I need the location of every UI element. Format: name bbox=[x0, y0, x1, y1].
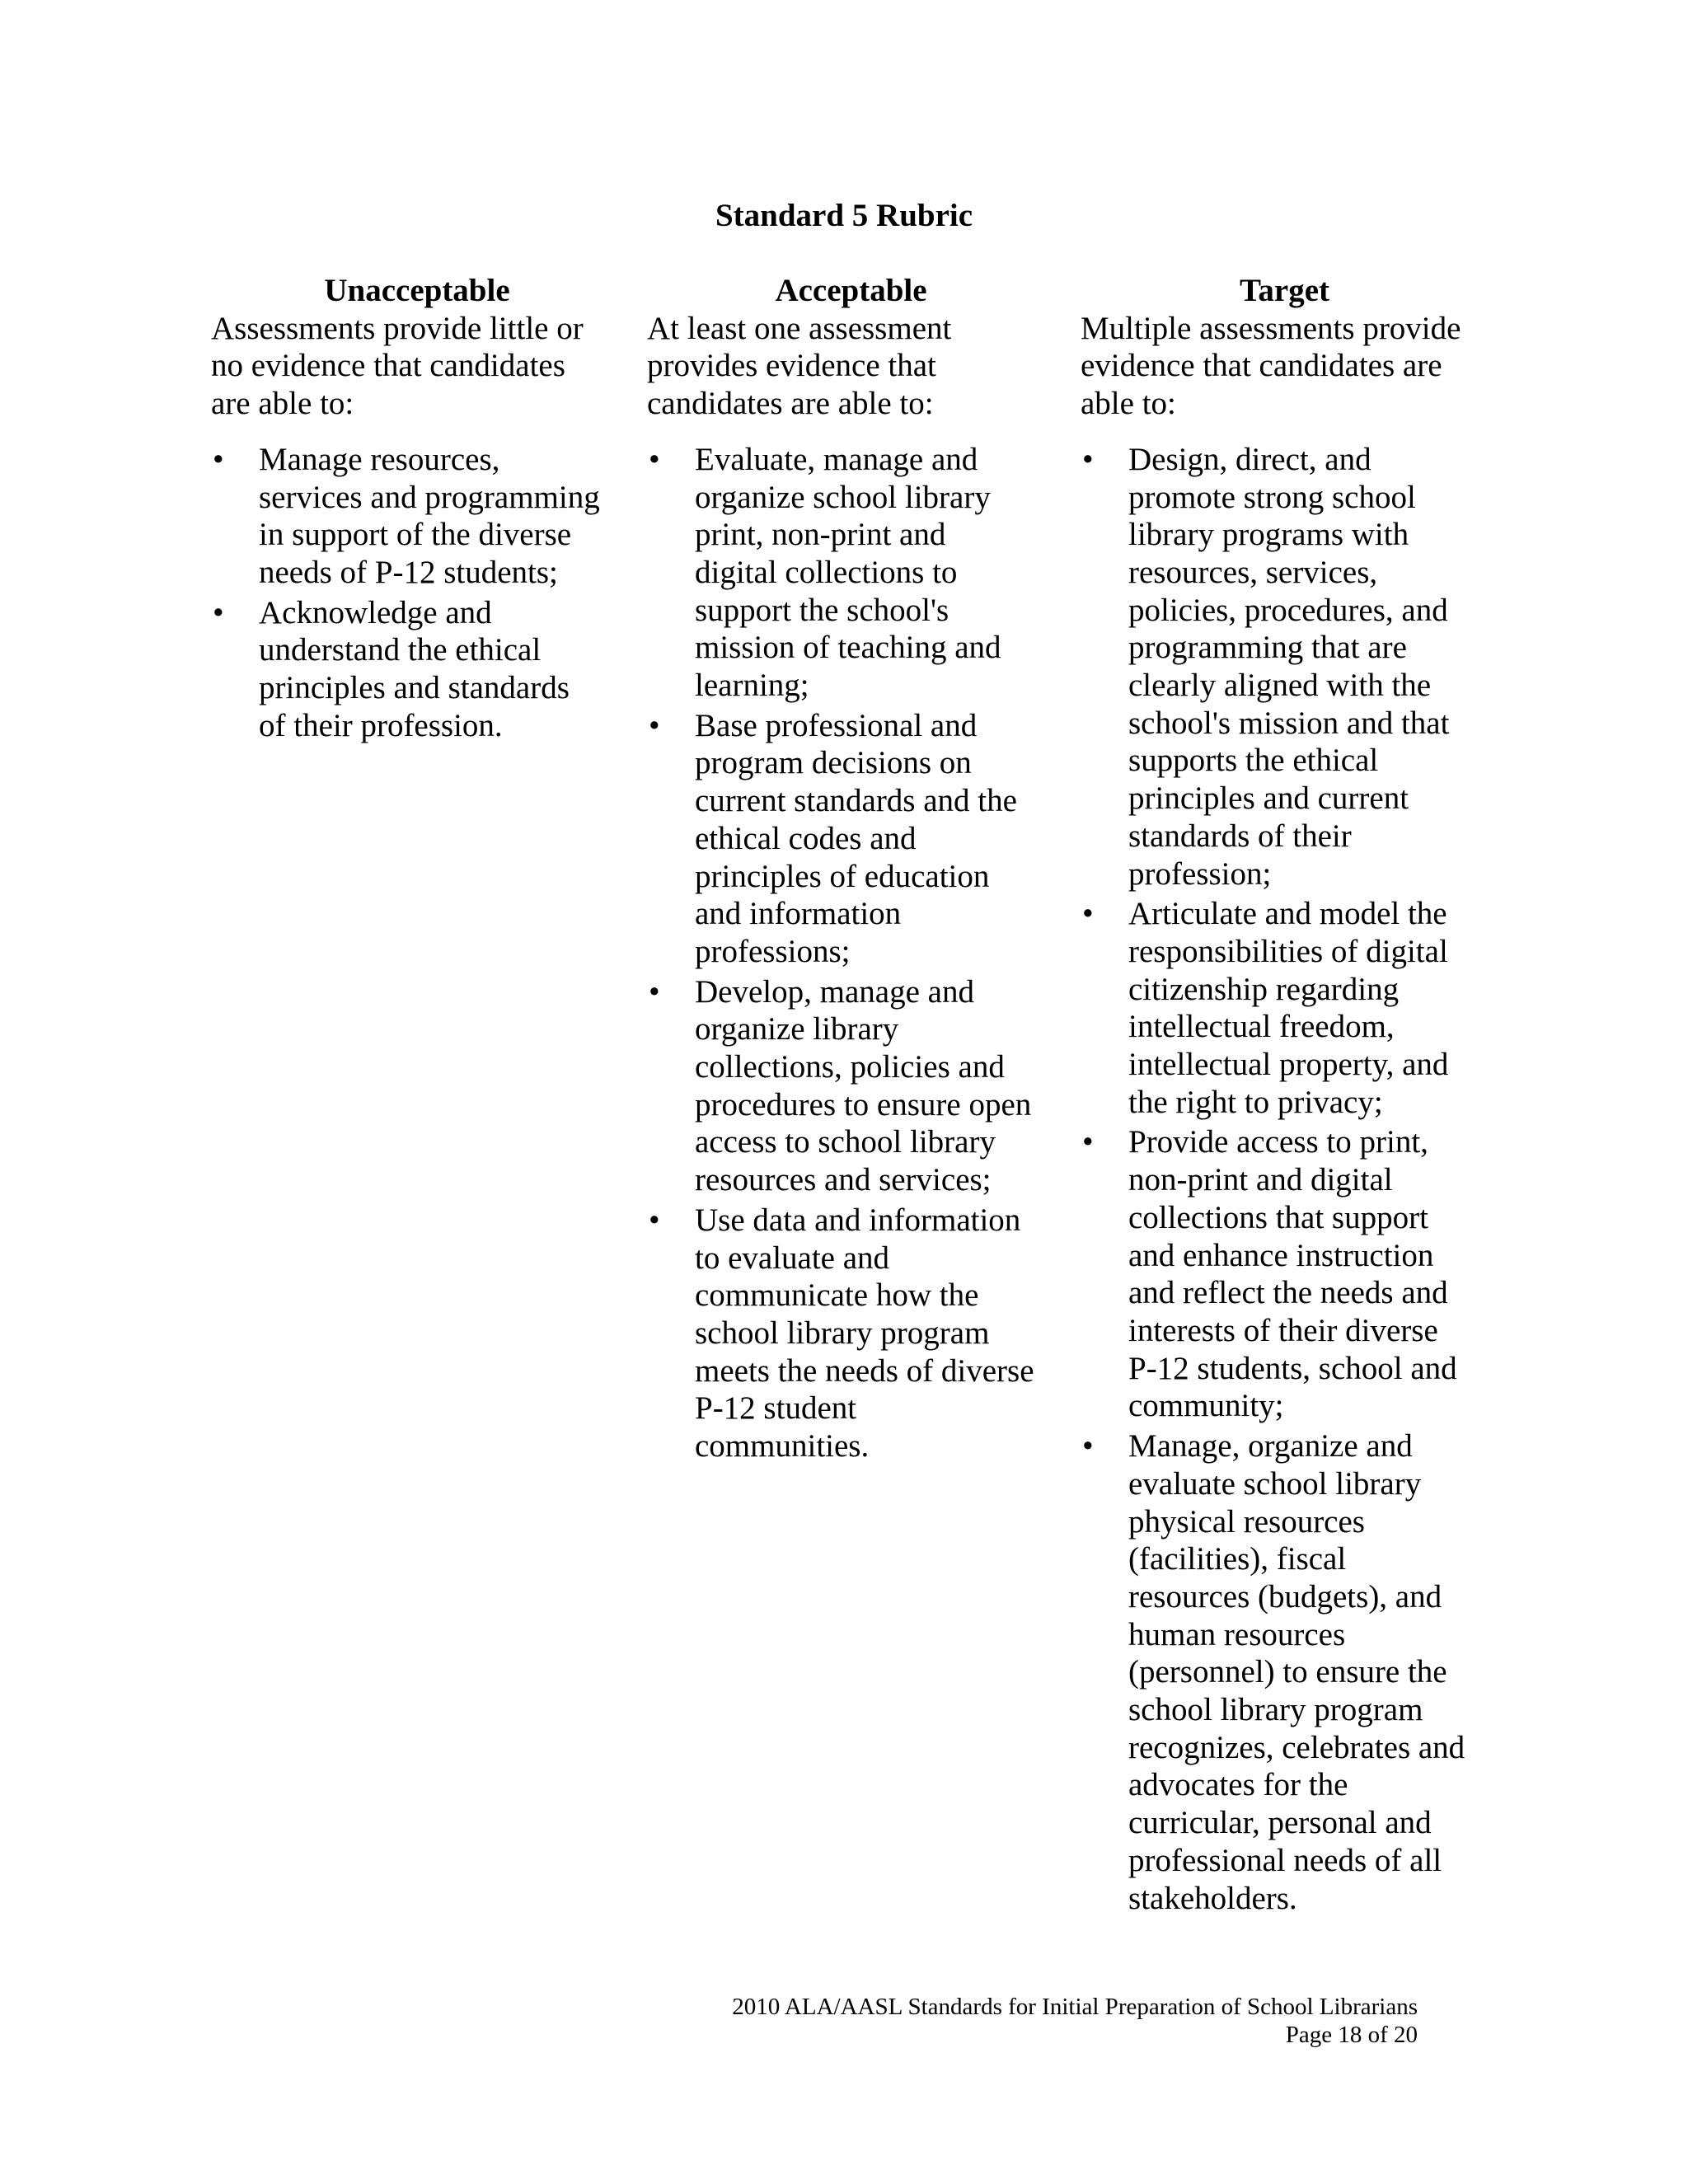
page-title: Standard 5 Rubric bbox=[715, 198, 973, 233]
bullet-icon: • bbox=[1082, 1124, 1094, 1160]
list-item-text: Develop, manage and organize library collections, policies and procedures to ensure open access to school library resources and services; bbox=[695, 973, 1032, 1198]
bullet-icon: • bbox=[649, 441, 660, 477]
list-item bbox=[647, 1202, 1055, 1465]
list-item bbox=[1081, 895, 1489, 1121]
list-item bbox=[1081, 1123, 1489, 1425]
column-heading: Acceptable bbox=[775, 273, 927, 308]
column-intro: Multiple assessments provide evidence that candidates are able to: bbox=[1081, 310, 1461, 422]
list-item-text: Provide access to print, non-print and digital collections that support and enhance instruction and reflect the needs and interests of their diverse P-12 students, school and community; bbox=[1128, 1124, 1457, 1424]
footer-document-title: 2010 ALA/AASL Standards for Initial Preparation of School Librarians bbox=[732, 1994, 1418, 2020]
column-heading: Unacceptable bbox=[324, 273, 510, 308]
column-heading: Target bbox=[1239, 273, 1330, 308]
list-item bbox=[647, 707, 1055, 971]
list-item-text: Design, direct, and promote strong school library programs with resources, services, policies, procedures, and programming that are clearly aligned with the school's mission and that supports the ethical principles and current standards of their profession; bbox=[1128, 441, 1450, 892]
list-item bbox=[211, 594, 623, 745]
criteria-list bbox=[211, 441, 623, 745]
bullet-icon: • bbox=[649, 1202, 660, 1238]
list-item bbox=[1081, 1427, 1489, 1917]
list-item bbox=[211, 441, 623, 592]
list-item-text: Manage, organize and evaluate school library physical resources (facilities), fiscal resources (budgets), and human resources (personnel) to ensure the school library program recognizes, celebrates and advocates for the curricular, personal and professional needs of all stakeholders. bbox=[1128, 1428, 1465, 1916]
list-item-text: Use data and information to evaluate and communicate how the school library program meets the needs of diverse P-12 student communities. bbox=[695, 1202, 1034, 1465]
column-unacceptable bbox=[211, 272, 623, 747]
bullet-icon: • bbox=[649, 973, 660, 1010]
bullet-icon: • bbox=[213, 441, 224, 477]
list-item-text: Evaluate, manage and organize school library print, non-print and digital collections to support the school's mission of teaching and learning; bbox=[695, 441, 1001, 704]
list-item-text: Manage resources, services and programming in support of the diverse needs of P-12 students; bbox=[259, 441, 600, 590]
list-item bbox=[1081, 441, 1489, 893]
column-target bbox=[1081, 272, 1489, 1919]
list-item-text: Articulate and model the responsibilities of digital citizenship regarding intellectual freedom, intellectual property, and the right to privacy; bbox=[1128, 896, 1449, 1120]
bullet-icon: • bbox=[1082, 1428, 1094, 1465]
list-item-text: Acknowledge and understand the ethical principles and standards of their profession. bbox=[259, 594, 570, 743]
page-footer bbox=[732, 1993, 1418, 2049]
list-item bbox=[647, 973, 1055, 1199]
column-intro: At least one assessment provides evidence that candidates are able to: bbox=[647, 310, 952, 422]
bullet-icon: • bbox=[1082, 441, 1094, 477]
column-acceptable bbox=[647, 272, 1055, 1468]
criteria-list bbox=[647, 441, 1055, 1465]
criteria-list bbox=[1081, 441, 1489, 1917]
list-item bbox=[647, 441, 1055, 705]
bullet-icon: • bbox=[1082, 896, 1094, 932]
footer-page-number: Page 18 of 20 bbox=[1285, 2022, 1418, 2048]
column-intro: Assessments provide little or no evidence that candidates are able to: bbox=[211, 310, 584, 422]
bullet-icon: • bbox=[649, 707, 660, 743]
list-item-text: Base professional and program decisions on current standards and the ethical codes and principles of education and information professions; bbox=[695, 707, 1017, 969]
bullet-icon: • bbox=[213, 594, 224, 630]
